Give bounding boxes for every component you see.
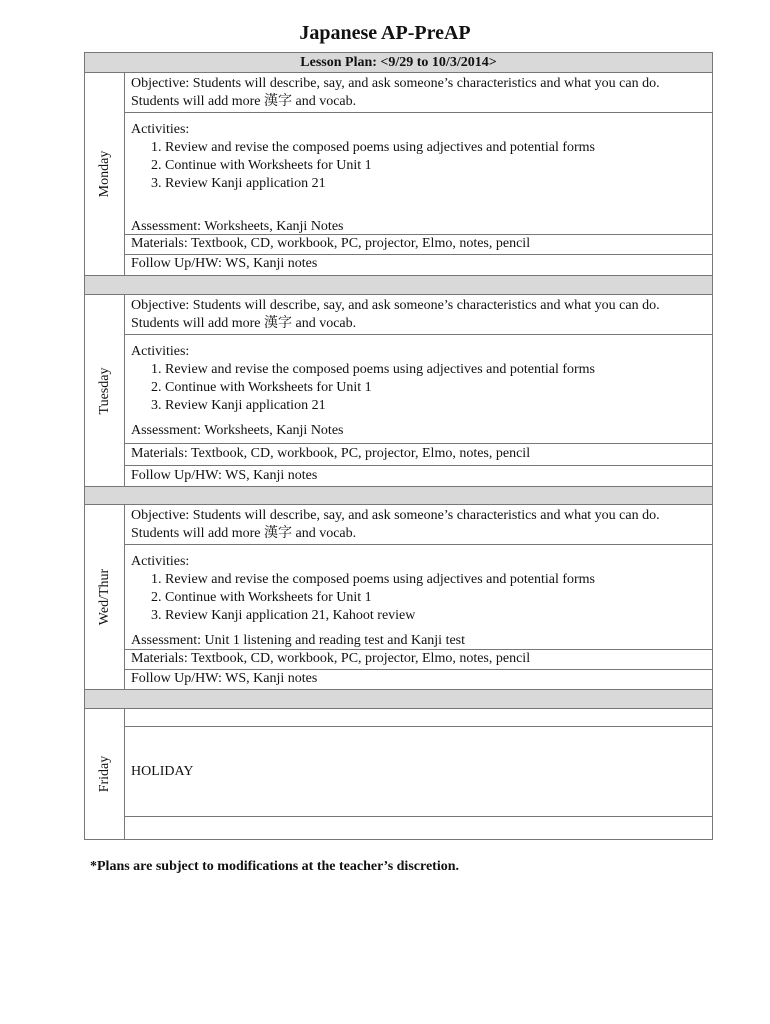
empty-cell: [125, 817, 712, 839]
materials-text: Materials: Textbook, CD, workbook, PC, projector, Elmo, notes, pencil: [131, 446, 531, 461]
activity-item: 1. Review and revise the composed poems using adjectives and potential forms: [151, 140, 596, 155]
day-name: Friday: [96, 755, 112, 793]
objective-line: Objective: Students will describe, say, and ask someone’s characteristics and what you can do.: [131, 298, 660, 313]
section-divider: [85, 275, 712, 295]
objective-cell: [125, 295, 712, 335]
materials-cell: [125, 235, 712, 255]
materials-cell: [125, 444, 712, 466]
empty-cell: [125, 709, 712, 727]
assessment-text: Assessment: Worksheets, Kanji Notes: [131, 423, 344, 438]
day-label-monday: [85, 73, 125, 275]
activity-item: 3. Review Kanji application 21: [151, 398, 326, 413]
day-name: Tuesday: [96, 367, 112, 414]
objective-line: Students will add more 漢字 and vocab.: [131, 526, 357, 541]
followup-cell: [125, 466, 712, 486]
lesson-plan-table: [84, 52, 713, 840]
day-name: Monday: [96, 150, 112, 198]
section-divider: [85, 486, 712, 505]
day-label-tuesday: [85, 295, 125, 486]
assessment-text: Assessment: Unit 1 listening and reading test and Kanji test: [131, 633, 466, 648]
activities-cell: [125, 545, 712, 650]
materials-text: Materials: Textbook, CD, workbook, PC, projector, Elmo, notes, pencil: [131, 236, 531, 251]
objective-line: Objective: Students will describe, say, and ask someone’s characteristics and what you can do.: [131, 508, 660, 523]
materials-cell: [125, 650, 712, 670]
section-divider: [85, 689, 712, 709]
lesson-plan-header: Lesson Plan: <9/29 to 10/3/2014>: [85, 53, 712, 73]
activity-item: 3. Review Kanji application 21, Kahoot review: [151, 608, 416, 623]
objective-line: Objective: Students will describe, say, and ask someone’s characteristics and what you can do.: [131, 76, 660, 91]
followup-cell: [125, 670, 712, 689]
activities-label: Activities:: [131, 554, 190, 569]
footnote: *Plans are subject to modifications at the teacher’s discretion.: [90, 859, 459, 874]
objective-cell: [125, 505, 712, 545]
day-label-wed-thur: [85, 505, 125, 689]
activity-item: 1. Review and revise the composed poems using adjectives and potential forms: [151, 362, 596, 377]
materials-text: Materials: Textbook, CD, workbook, PC, projector, Elmo, notes, pencil: [131, 651, 531, 666]
activities-label: Activities:: [131, 122, 190, 137]
objective-cell: [125, 73, 712, 113]
holiday-text: HOLIDAY: [131, 764, 194, 779]
objective-line: Students will add more 漢字 and vocab.: [131, 316, 357, 331]
activities-label: Activities:: [131, 344, 190, 359]
day-label-friday: [85, 709, 125, 839]
activity-item: 3. Review Kanji application 21: [151, 176, 326, 191]
followup-text: Follow Up/HW: WS, Kanji notes: [131, 468, 318, 483]
followup-cell: [125, 255, 712, 275]
followup-text: Follow Up/HW: WS, Kanji notes: [131, 256, 318, 271]
followup-text: Follow Up/HW: WS, Kanji notes: [131, 671, 318, 686]
activities-cell: [125, 113, 712, 235]
activity-item: 1. Review and revise the composed poems using adjectives and potential forms: [151, 572, 596, 587]
page-title: Japanese AP-PreAP: [299, 22, 471, 44]
activity-item: 2. Continue with Worksheets for Unit 1: [151, 380, 372, 395]
activities-cell: [125, 335, 712, 444]
activity-item: 2. Continue with Worksheets for Unit 1: [151, 158, 372, 173]
activity-item: 2. Continue with Worksheets for Unit 1: [151, 590, 372, 605]
holiday-cell: [125, 727, 712, 817]
objective-line: Students will add more 漢字 and vocab.: [131, 94, 357, 109]
assessment-text: Assessment: Worksheets, Kanji Notes: [131, 219, 344, 234]
day-name: Wed/Thur: [96, 568, 112, 626]
